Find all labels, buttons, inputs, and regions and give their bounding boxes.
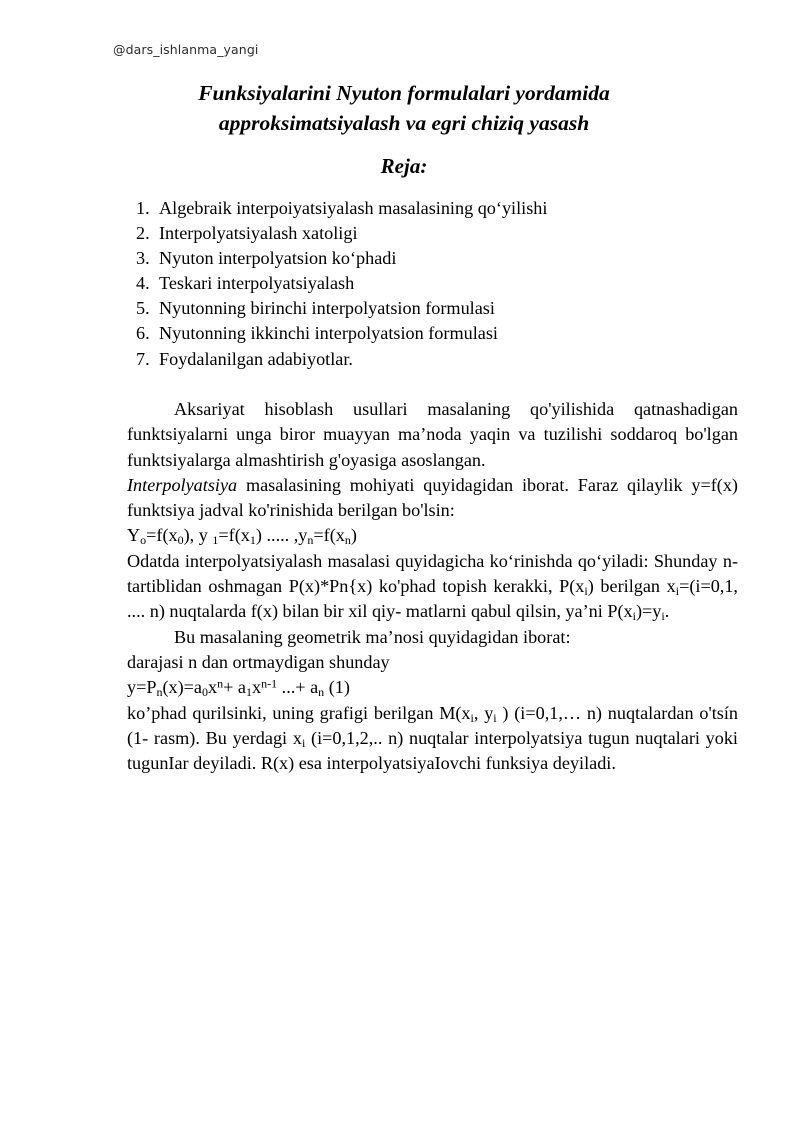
formula-sub: n	[318, 685, 325, 700]
list-item-number: 2.	[136, 223, 150, 244]
formula-text: ...+ a	[277, 677, 319, 698]
formula-sub: 1	[212, 533, 219, 548]
formula-text: + a	[223, 677, 246, 698]
plan-heading: Reja:	[380, 154, 428, 178]
title-line-1: Funksiyalarini Nyuton formulalari yordamida	[198, 81, 610, 105]
formula-sup: n-1	[261, 676, 278, 691]
list-item-number: 4.	[136, 273, 150, 294]
formula-sub: n	[307, 533, 314, 548]
list-item	[136, 196, 736, 221]
body-content	[127, 397, 738, 776]
list-item	[136, 221, 736, 246]
formula-sub: i	[632, 609, 636, 624]
formula-text: x	[252, 677, 262, 698]
formula-sub: i	[675, 584, 680, 599]
paragraph-segment: ) (i=0,1,… n) nuqtalardan o'tsín (1- rasm). Bu yerdagi x	[127, 702, 739, 748]
paragraph-segment: (i=0,1,2,.. n) nuqtalar interpolyatsiya tugun nuqtalari yoki tugunIar deyiladi. R(x) esa interpolyatsiyaIovchi funksiya deyiladi.	[127, 727, 738, 774]
formula-sub: 1	[246, 685, 252, 700]
formula-text: x	[208, 677, 218, 698]
list-item	[136, 347, 736, 372]
formula-sub: i	[493, 710, 497, 725]
formula-sub: n	[156, 685, 163, 700]
formula-text: )	[350, 525, 357, 546]
formula-sup: n	[217, 676, 224, 691]
paragraph-segment: )=y	[635, 601, 662, 622]
list-item-number: 6.	[136, 323, 150, 344]
list-item	[136, 321, 736, 346]
paragraph-segment: .	[664, 601, 670, 622]
list-item-number: 1.	[136, 198, 150, 218]
formula-label-number: (1)	[324, 677, 350, 698]
list-item-label: Nyutonning ikkinchi interpolyatsion formulasi	[159, 323, 498, 344]
formula-sub: 1	[249, 533, 256, 548]
formula-text: (x)=a	[162, 677, 203, 698]
paragraph-intro: Aksariyat hisoblash usullari masalaning qo'yilishida qatnashadigan funktsiyalarni unga biror muayyan ma’noda yaqin va tuzilishi soddaroq bo'lgan funktsiyalarga almashtirish g'oyasiga asoslangan.	[127, 399, 738, 470]
list-item-label: Interpolyatsiyalash xatoligi	[159, 223, 358, 244]
paragraph-nodes-definition	[127, 701, 738, 777]
list-item-number: 7.	[136, 348, 150, 369]
formula-text: =f(x	[146, 525, 178, 546]
list-item-number: 5.	[136, 298, 150, 319]
paragraph-problem-statement	[127, 549, 738, 625]
list-item-label: Teskari interpolyatsiyalash	[159, 273, 355, 294]
formula-text: =f(x	[218, 525, 250, 546]
formula-node-values	[127, 523, 738, 548]
paragraph-geometric-meaning: Bu masalaning geometrik ma’nosi quyidagidan iborat:	[174, 626, 571, 647]
formula-text: ) ..... ,y	[255, 525, 308, 546]
title-line-2: approksimatsiyalash va egri chiziq yasash	[218, 111, 590, 135]
formula-text: y=P	[127, 677, 157, 698]
list-item-label: Nyuton interpolyatsion ko‘phadi	[159, 248, 397, 269]
formula-text: Y	[127, 525, 141, 546]
formula-sub: n	[344, 533, 351, 548]
paragraph-segment: ) berilgan x	[587, 576, 676, 597]
plan-list	[136, 196, 736, 372]
formula-sub: i	[301, 735, 306, 750]
paragraph-interpolyatsiya	[127, 473, 738, 524]
paragraph-interpolyatsiya-rest: masalasining mohiyati quyidagidan iborat. Faraz qilaylik y=f(x) funktsiya jadval ko'rinishida berilgan bo'lsin:	[127, 474, 738, 521]
list-item	[136, 296, 736, 321]
list-item	[136, 246, 736, 271]
list-item	[136, 271, 736, 296]
formula-sub: 0	[202, 685, 209, 700]
list-item-label: Nyutonning birinchi interpolyatsion formulasi	[159, 298, 495, 319]
formula-sub: 0	[177, 533, 184, 548]
paragraph-segment: ko’phad qurilsinki, uning grafigi berilgan M(x	[127, 702, 471, 723]
list-item-number: 3.	[136, 248, 150, 269]
formula-sub: o	[140, 533, 147, 548]
formula-sub: i	[470, 710, 474, 725]
formula-sub: i	[584, 584, 588, 599]
formula-text: ), y	[183, 525, 213, 546]
document-title	[130, 78, 678, 138]
paragraph-segment: , y	[473, 702, 494, 723]
paragraph-degree: darajasi n dan ortmaydigan shunday	[127, 651, 390, 672]
document-handle-watermark: @dars_ishlanma_yangi	[113, 42, 259, 57]
term-interpolyatsiya: Interpolyatsiya	[127, 474, 238, 495]
list-item-label: Algebraik interpoiyatsiyalash masalasining qo‘yilishi	[159, 198, 548, 218]
paragraph-segment: Odatda interpolyatsiyalash masalasi quyidagicha ko‘rinishda qo‘yiladi: Shunday n- tartiblidan oshmagan P(x)*Pn{x) ko'phad topish kerakki, P(x	[127, 550, 738, 597]
paragraph-segment: =(i=0,1, .... n) nuqtalarda f(x) bilan bir xil qiy- matlarni qabul qilsin, ya’ni P(x	[127, 576, 738, 622]
formula-text: =f(x	[313, 525, 345, 546]
list-item-label: Foydalanilgan adabiyotlar.	[159, 348, 353, 369]
formula-sub: i	[661, 609, 665, 624]
formula-polynomial	[127, 675, 738, 700]
